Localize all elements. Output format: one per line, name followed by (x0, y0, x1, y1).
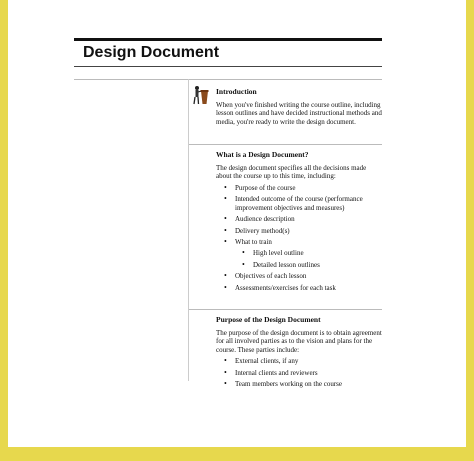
presenter-at-podium-icon (193, 84, 209, 106)
sub-list-item: • Detailed lesson outlines (216, 261, 382, 270)
list-item: • Team members working on the course (216, 380, 382, 389)
bottom-border (0, 447, 474, 461)
sub-list-item: • High level outline (216, 249, 382, 258)
list-item: • Audience description (216, 215, 382, 224)
list-item: • Intended outcome of the course (performance improvement objectives and measures) (216, 195, 382, 212)
section-body: When you've finished writing the course outline, including lesson outlines and have decided instructional methods and media, you're ready to write the design document. (216, 100, 382, 126)
section-what-is-design-document (216, 151, 382, 295)
list-item: • Internal clients and reviewers (216, 369, 382, 378)
section-introduction (216, 88, 382, 129)
title-bottom-rule (74, 66, 382, 67)
left-column-rule (74, 79, 188, 80)
list-item: • Delivery method(s) (216, 227, 382, 236)
document-title: Design Document (83, 44, 220, 61)
section-purpose (216, 316, 382, 392)
column-divider (188, 79, 189, 381)
list-item: • What to train (216, 238, 382, 247)
list-item: • External clients, if any (216, 357, 382, 366)
title-top-rule (74, 38, 382, 41)
list-item: • Objectives of each lesson (216, 272, 382, 281)
section-heading: Introduction (216, 87, 257, 96)
row-divider-3 (188, 309, 382, 310)
bullet-list (216, 357, 382, 388)
list-item: • Purpose of the course (216, 184, 382, 193)
section-body: The purpose of the design document is to obtain agreement for all involved parties as to the vision and plans for the course. These parties include: (216, 328, 382, 354)
section-heading: What is a Design Document? (216, 150, 309, 159)
bullet-list (216, 184, 382, 292)
section-body: The design document specifies all the decisions made about the course up to this time, including: (216, 163, 367, 181)
row-divider-1 (188, 79, 382, 80)
list-item: • Assessments/exercises for each task (216, 284, 382, 293)
section-heading: Purpose of the Design Document (216, 315, 321, 324)
row-divider-2 (188, 144, 382, 145)
